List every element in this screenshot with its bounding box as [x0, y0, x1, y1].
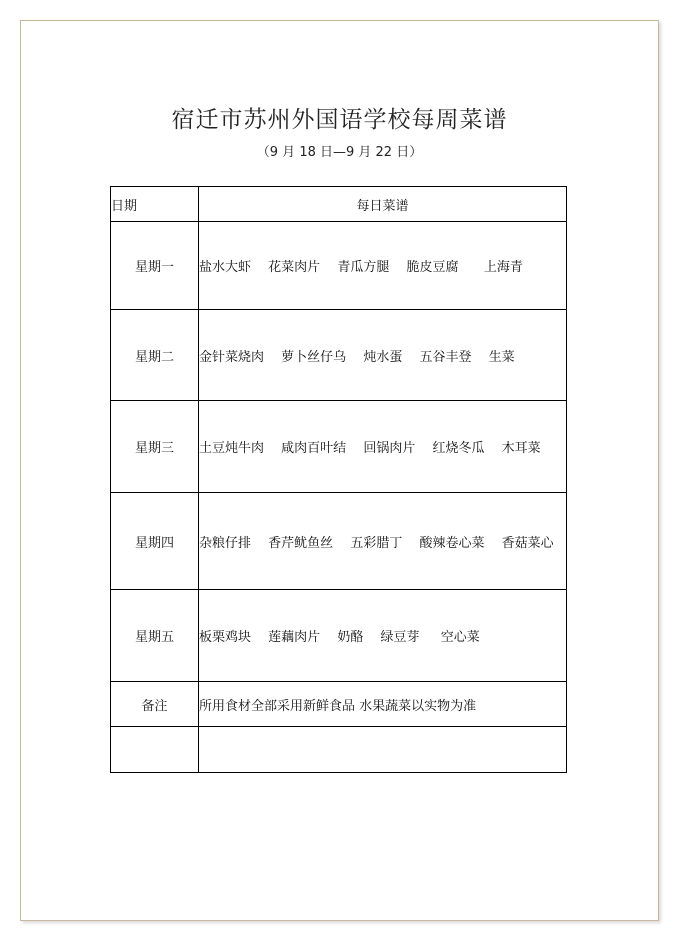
dish-item: 香芹鱿鱼丝 [268, 535, 334, 551]
dish-item: 脆皮豆腐 [406, 260, 459, 275]
dish-item: 盐水大虾 [199, 260, 252, 275]
day-cell: 星期一 [111, 222, 199, 310]
day-cell: 星期二 [111, 310, 199, 401]
dishes-cell [199, 222, 567, 310]
dish-item: 金针菜烧肉 [199, 349, 265, 365]
day-cell: 星期五 [111, 590, 199, 682]
note-label: 备注 [111, 682, 199, 727]
dish-item: 奶酪 [337, 630, 364, 645]
empty-menu-cell [199, 727, 567, 773]
dishes-cell [199, 493, 567, 590]
header-date: 日期 [111, 187, 199, 222]
page-title: 宿迁市苏州外国语学校每周菜谱 [171, 107, 508, 133]
dishes-cell [199, 401, 567, 493]
dish-item: 土豆炖牛肉 [199, 441, 265, 456]
dish-item: 咸肉百叶结 [281, 441, 347, 456]
dish-item: 青瓜方腿 [337, 260, 390, 275]
dish-item: 香菇菜心 [501, 535, 554, 551]
dish-item: 莲藕肉片 [268, 630, 321, 645]
dish-item: 板栗鸡块 [199, 630, 252, 645]
dish-item: 回锅肉片 [363, 441, 416, 456]
table-row [111, 493, 567, 590]
empty-day-cell [111, 727, 199, 773]
dish-item: 生菜 [488, 349, 515, 365]
day-cell: 星期三 [111, 401, 199, 493]
dish-item: 上海青 [475, 260, 523, 275]
empty-row [111, 727, 567, 773]
dish-item: 木耳菜 [501, 441, 541, 456]
date-range-subtitle: （9 月 18 日—9 月 22 日） [256, 145, 423, 160]
dish-item: 炖水蛋 [363, 349, 403, 365]
day-cell: 星期四 [111, 493, 199, 590]
dish-item: 萝卜丝仔乌 [281, 349, 347, 365]
dishes-cell [199, 310, 567, 401]
dish-item: 绿豆芽 [380, 630, 420, 645]
table-row [111, 590, 567, 682]
dish-item: 酸辣卷心菜 [419, 535, 485, 551]
dish-item: 五谷丰登 [419, 349, 472, 365]
table-header-row [111, 187, 567, 222]
header-daily-menu: 每日菜谱 [199, 187, 567, 222]
table-row [111, 222, 567, 310]
weekly-menu-table [110, 186, 567, 773]
note-text: 所用食材全部采用新鲜食品 水果蔬菜以实物为准 [199, 682, 567, 727]
table-row [111, 401, 567, 493]
dish-item: 杂粮仔排 [199, 535, 252, 551]
dish-item: 花菜肉片 [268, 260, 321, 275]
document-page [20, 20, 659, 921]
table-row [111, 310, 567, 401]
dish-item: 五彩腊丁 [350, 535, 403, 551]
note-row [111, 682, 567, 727]
dish-item: 空心菜 [436, 630, 480, 645]
dish-item: 红烧冬瓜 [432, 441, 485, 456]
dishes-cell [199, 590, 567, 682]
